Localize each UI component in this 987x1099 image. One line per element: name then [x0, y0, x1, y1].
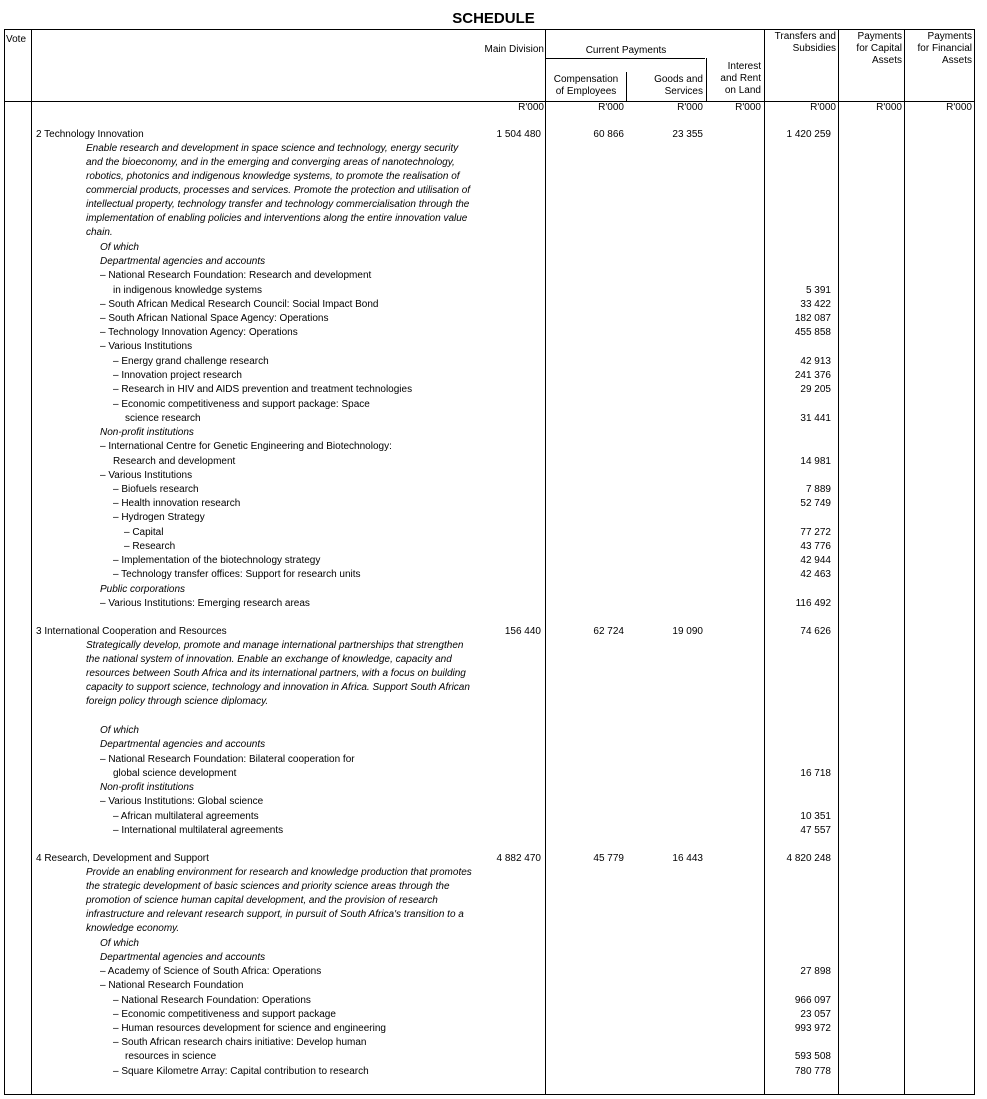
transfers-value: 74 626 [800, 626, 831, 637]
programme-description: Enable research and development in space science and technology, energy security and the bioeconomy, and in the emerging and converging areas of nanotechnology, robotics, photonics and indigenous knowledge systems, to promote the realisation of commercial products, processes and services. Promote the protection and utilisation of intellectual property, technology transfer and technology commercialisation through the implementation of enabling policies and interventions along the entire innovation value chain. [86, 143, 471, 238]
item-row: – Capital 77 272 [124, 527, 831, 538]
compensation-value: 62 724 [593, 626, 624, 637]
unit-goods: R'000 [677, 102, 703, 113]
compensation-value: 45 779 [593, 853, 624, 864]
programme-description: Provide an enabling environment for research and knowledge production that promotes the strategic development of basic sciences and priority science areas through the promotion of science human capital development, and the provision of research infrastructure and relevant research support, in pursuit of South Africa's transition to a knowledge economy. [86, 867, 472, 934]
main-division-value: 4 882 470 [496, 853, 541, 864]
item-row: – National Research Foundation: Research and development [100, 270, 372, 281]
item-row: – Research 43 776 [124, 541, 831, 552]
compensation-value: 60 866 [593, 129, 624, 140]
programme-row [0, 625, 987, 639]
item-row: – Hydrogen Strategy [113, 512, 205, 523]
item-row: – South African Medical Research Council: Social Impact Bond 33 422 [100, 299, 831, 310]
programme-title: 3 International Cooperation and Resources [36, 626, 227, 637]
item-row: – Technology transfer offices: Support for research units 42 463 [113, 569, 831, 580]
item-row: – International multilateral agreements 47 557 [113, 825, 831, 836]
item-row: Of which [100, 242, 139, 253]
item-row: resources in science 593 508 [125, 1051, 831, 1062]
item-row: Departmental agencies and accounts [100, 952, 266, 963]
header-compensation: Compensation of Employees [553, 74, 619, 97]
item-row: – Innovation project research 241 376 [113, 370, 831, 381]
unit-transfers: R'000 [810, 102, 836, 113]
item-row: – International Centre for Genetic Engineering and Biotechnology: [100, 441, 392, 452]
col-divider-comp [626, 72, 627, 101]
item-row: Departmental agencies and accounts [100, 256, 266, 267]
item-row: – Health innovation research 52 749 [113, 498, 831, 509]
item-row: – National Research Foundation: Bilateral cooperation for [100, 754, 355, 765]
item-row: – National Research Foundation [100, 980, 244, 991]
item-row: – Research in HIV and AIDS prevention and treatment technologies 29 205 [113, 384, 831, 395]
item-row: Departmental agencies and accounts [100, 739, 266, 750]
item-row: – Implementation of the biotechnology strategy 42 944 [113, 555, 831, 566]
item-row: – Square Kilometre Array: Capital contribution to research 780 778 [113, 1066, 831, 1077]
schedule-title: SCHEDULE [452, 10, 535, 27]
item-row: – Energy grand challenge research 42 913 [113, 356, 831, 367]
header-capital-assets: Payments for Capital Assets [856, 31, 902, 66]
goods-value: 23 355 [672, 129, 703, 140]
item-row: – Academy of Science of South Africa: Operations 27 898 [100, 966, 831, 977]
main-division-value: 1 504 480 [496, 129, 541, 140]
programme-title: 2 Technology Innovation [36, 129, 144, 140]
header-vote: Vote [6, 34, 27, 45]
item-row: Public corporations [100, 584, 186, 595]
header-financial-assets: Payments for Financial Assets [917, 31, 972, 66]
item-row: – Human resources development for science and engineering 993 972 [113, 1023, 831, 1034]
programme-title: 4 Research, Development and Support [36, 853, 209, 864]
item-row: Of which [100, 725, 139, 736]
item-row: – Biofuels research 7 889 [113, 484, 831, 495]
item-row: – Various Institutions: Emerging research areas 116 492 [100, 598, 831, 609]
unit-interest: R'000 [735, 102, 761, 113]
item-row: – National Research Foundation: Operations 966 097 [113, 995, 831, 1006]
main-division-value: 156 440 [504, 626, 541, 637]
item-row: – Economic competitiveness and support package 23 057 [113, 1009, 831, 1020]
item-row: – Economic competitiveness and support package: Space [113, 399, 370, 410]
item-row: – South African National Space Agency: Operations 182 087 [100, 313, 831, 324]
current-payments-rule [545, 58, 705, 59]
goods-value: 16 443 [672, 853, 703, 864]
item-row: – Various Institutions [100, 341, 193, 352]
item-row: in indigenous knowledge systems 5 391 [113, 285, 831, 296]
unit-comp: R'000 [598, 102, 624, 113]
header-current-payments: Current Payments [585, 45, 667, 56]
transfers-value: 4 820 248 [786, 853, 831, 864]
item-row: Non-profit institutions [100, 427, 194, 438]
programme-description: Strategically develop, promote and manage international partnerships that strengthen the national system of innovation. Enable an exchange of knowledge, capacity and resources between South Africa and its international partners, with a focus on building capacity to support science, technology and innovation in Africa. Support South African foreign policy through science diplomacy. [86, 640, 470, 707]
header-transfers: Transfers and Subsidies [774, 31, 836, 54]
item-row: – African multilateral agreements 10 351 [113, 811, 831, 822]
item-row: global science development 16 718 [113, 768, 831, 779]
item-row: Research and development 14 981 [113, 456, 831, 467]
goods-value: 19 090 [672, 626, 703, 637]
header-main-division: Main Division [484, 44, 544, 55]
transfers-value: 1 420 259 [786, 129, 831, 140]
header-goods-services: Goods and Services [654, 74, 703, 97]
header-interest: Interest and Rent on Land [720, 61, 761, 96]
item-row: – Technology Innovation Agency: Operations 455 858 [100, 327, 831, 338]
item-row: – Various Institutions [100, 470, 193, 481]
programme-row [0, 128, 987, 142]
item-row: – South African research chairs initiative: Develop human [113, 1037, 367, 1048]
item-row: Non-profit institutions [100, 782, 194, 793]
item-row: Of which [100, 938, 139, 949]
item-row: science research 31 441 [125, 413, 831, 424]
item-row: – Various Institutions: Global science [100, 796, 264, 807]
unit-financial: R'000 [946, 102, 972, 113]
programme-row [0, 852, 987, 866]
unit-capital: R'000 [876, 102, 902, 113]
unit-main: R'000 [518, 102, 544, 113]
